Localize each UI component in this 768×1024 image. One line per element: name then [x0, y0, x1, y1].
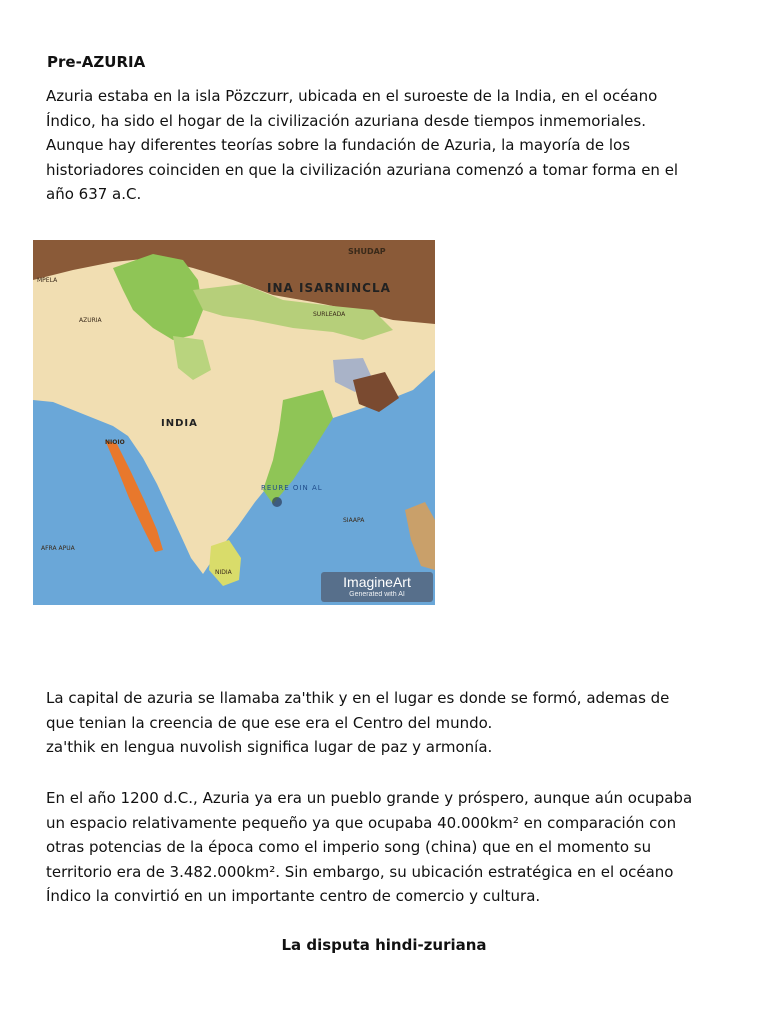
paragraph-history: [46, 786, 736, 909]
watermark-brand: ImagineArt: [343, 574, 411, 590]
map-label-west-upper: MPELA: [37, 277, 58, 284]
map-label-country: INDIA: [161, 418, 198, 429]
text-line: un espacio relativamente pequeño ya que ocupaba 40.000km² en comparación con: [46, 813, 677, 832]
map-image: [33, 240, 435, 605]
text-line: Índico, ha sido el hogar de la civilización azuriana desde tiempos inmemoriales.: [46, 111, 646, 130]
section-heading: La disputa hindi-zuriana: [281, 936, 487, 954]
text-line: que tenian la creencia de que ese era el Centro del mundo.: [46, 713, 493, 732]
map-label-coast: NIOIO: [105, 439, 125, 446]
paragraph-capital: [46, 686, 736, 760]
map-label-east-sea: SIAAPA: [343, 517, 365, 524]
text-line: Índico la convirtió en un importante centro de comercio y cultura.: [46, 887, 541, 905]
text-line: En el año 1200 d.C., Azuria ya era un pueblo grande y próspero, aunque aún ocupaba: [46, 789, 693, 807]
text-line: historiadores coinciden en que la civilización azuriana comenzó a tomar forma en el: [46, 160, 679, 179]
map-label-island: NIDIA: [215, 569, 232, 576]
text-line: za'thik en lengua nuvolish significa lugar de paz y armonía.: [46, 738, 493, 756]
map-label-top-right: SHUDAP: [348, 247, 386, 256]
text-line: Aunque hay diferentes teorías sobre la fundación de Azuria, la mayoría de los: [46, 136, 631, 154]
document-heading: Pre-AZURIA: [47, 53, 146, 71]
text-line: otras potencias de la época como el imperio song (china) que en el momento su: [46, 838, 652, 856]
text-line: territorio era de 3.482.000km². Sin embargo, su ubicación estratégica en el océano: [46, 862, 674, 881]
text-line: año 637 a.C.: [46, 185, 142, 203]
text-line: Azuria estaba en la isla Pözczurr, ubicada en el suroeste de la India, en el océano: [46, 87, 658, 105]
text-line: La capital de azuria se llamaba za'thik y en el lugar es donde se formó, ademas de: [46, 689, 670, 707]
map-label-ocean: REURE OIN AL: [261, 484, 323, 492]
map-title: INA ISARNINCLA: [267, 281, 391, 295]
map-illustration: [33, 240, 435, 605]
paragraph-intro: [46, 84, 736, 207]
map-label-west-mid: AZURIA: [79, 317, 102, 324]
watermark-subtitle: Generated with AI: [349, 591, 405, 598]
map-label-north-strip: SURLEADA: [313, 311, 346, 318]
map-label-west-low: AFRA APUA: [41, 545, 75, 552]
imagineart-watermark: [321, 572, 433, 602]
